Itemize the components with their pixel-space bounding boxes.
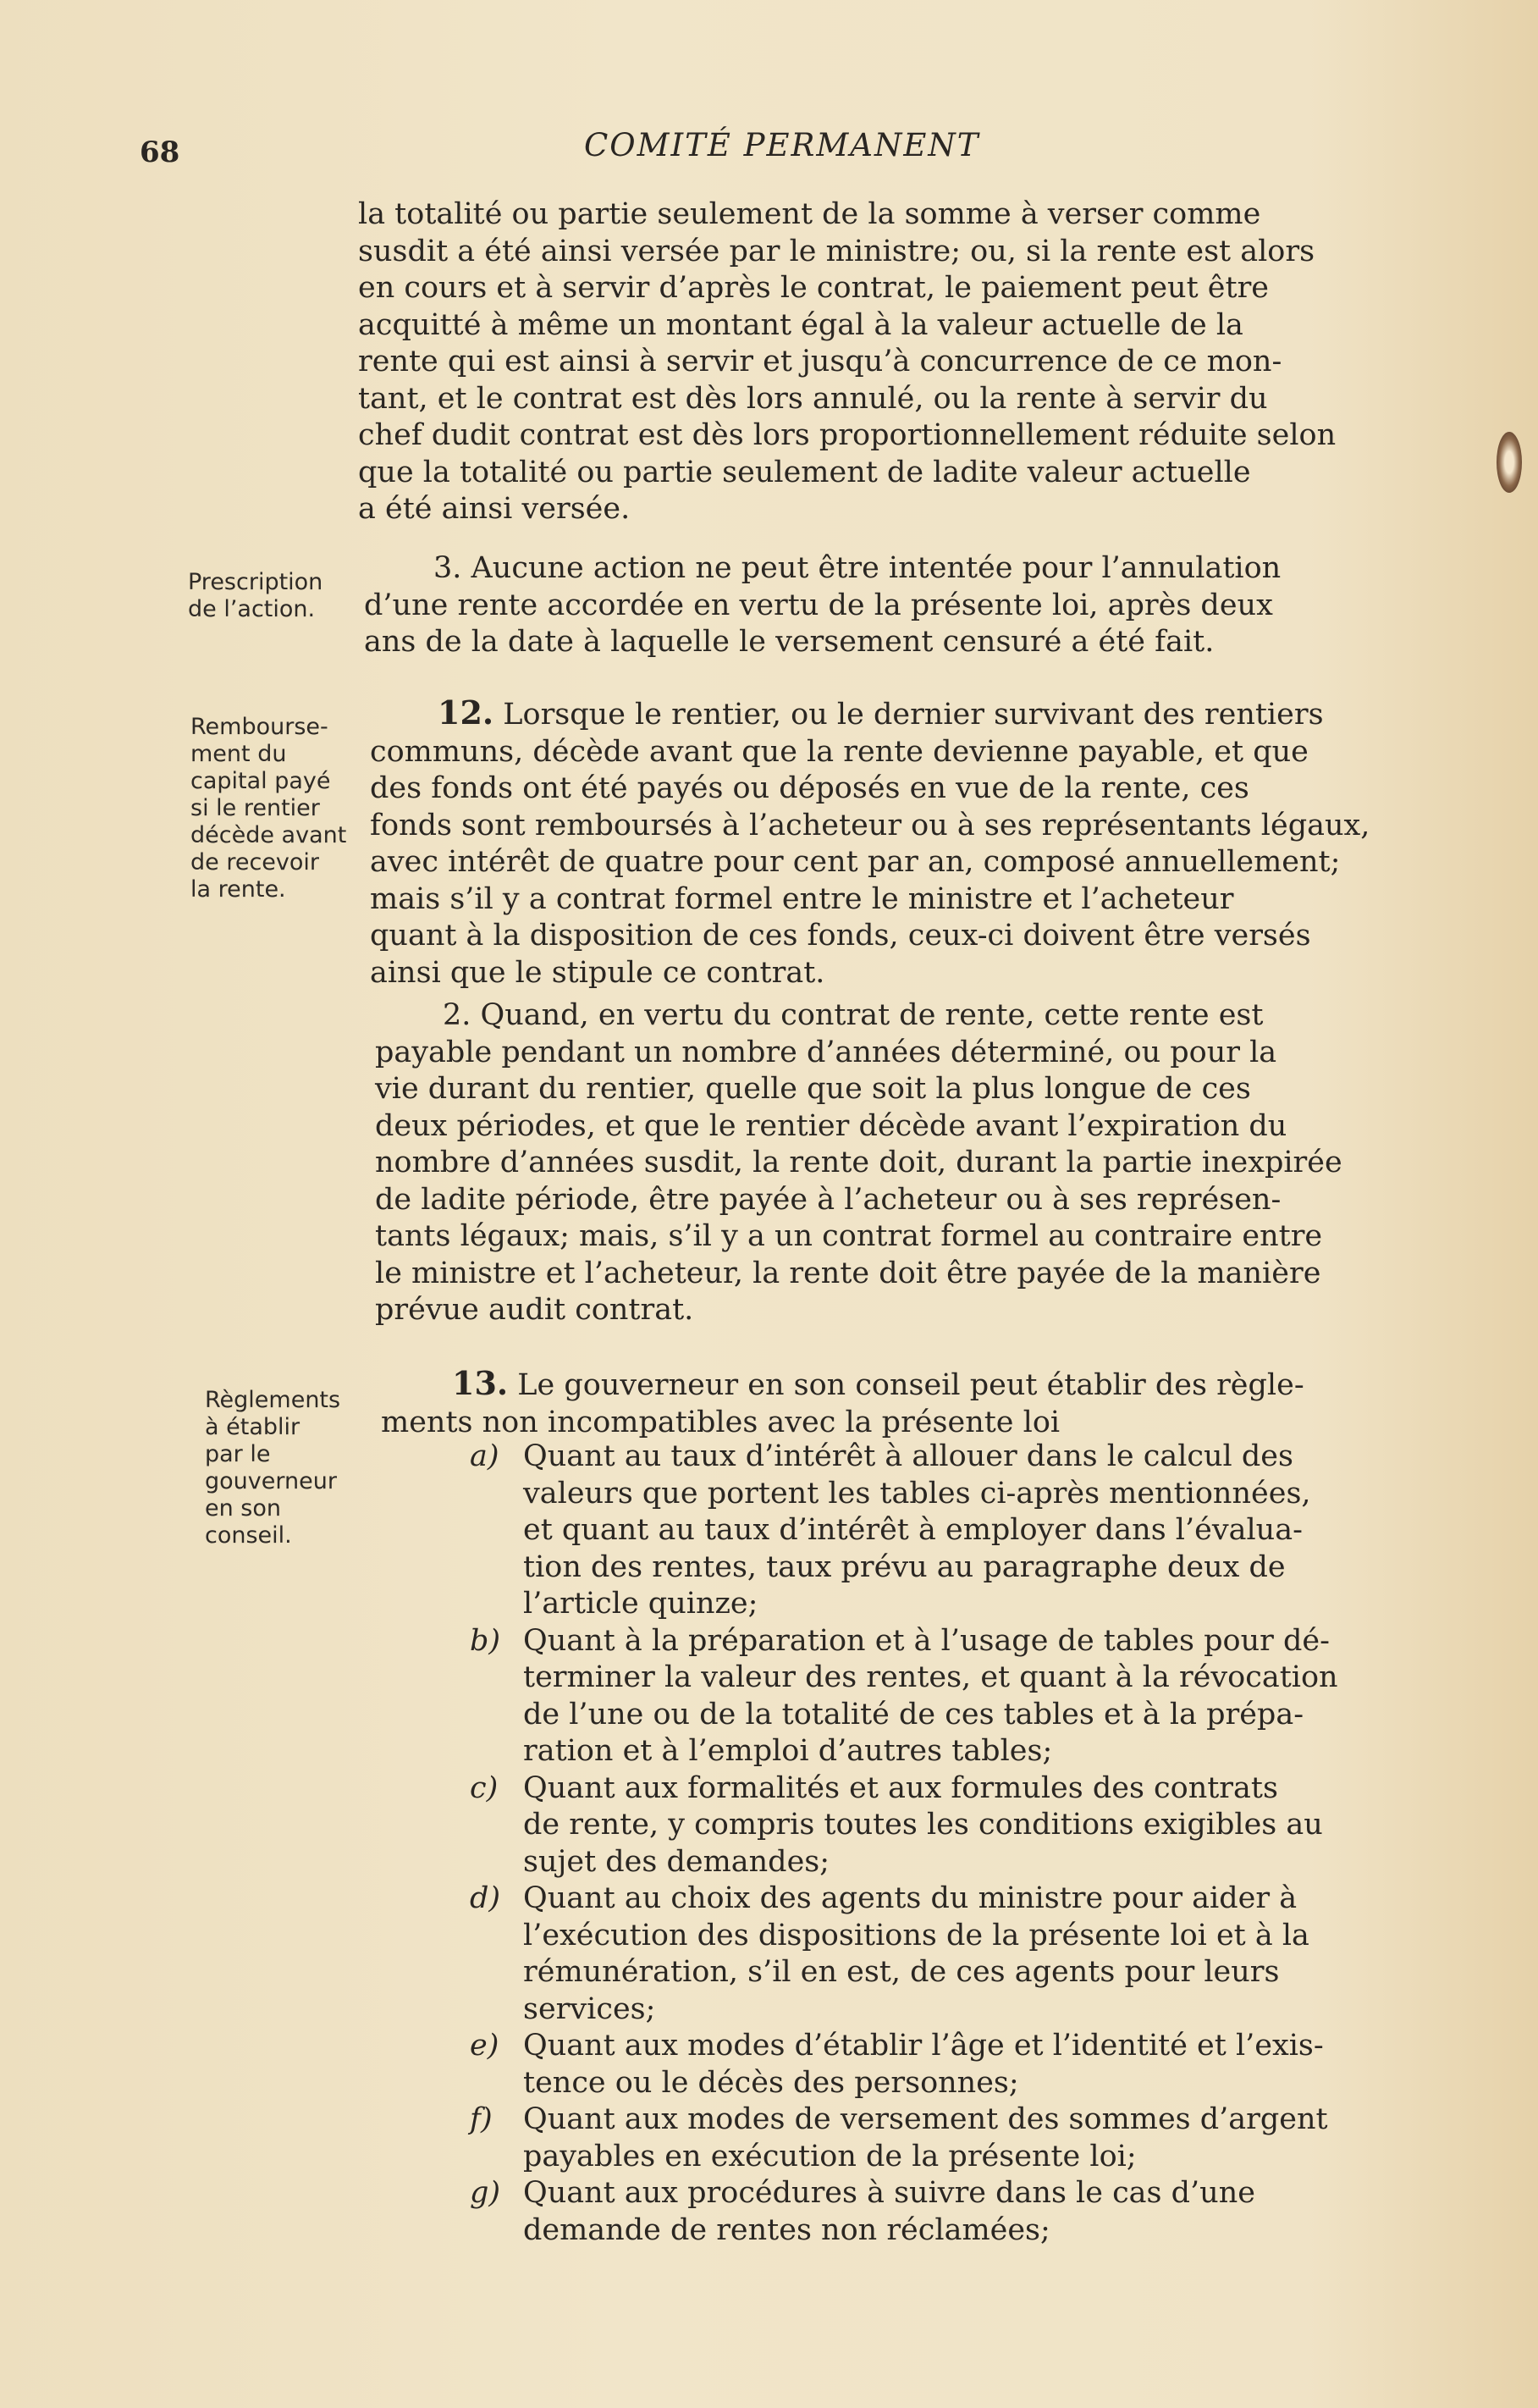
- text-line: Le gouverneur en son conseil peut établir des règle-: [517, 1368, 1304, 1402]
- text-line: Lorsque le rentier, ou le dernier survivant des rentiers: [503, 698, 1324, 732]
- text-line: valeurs que portent les tables ci-après mentionnées,: [523, 1476, 1311, 1511]
- text-line: chef dudit contrat est dès lors proportionnellement réduite selon: [358, 418, 1337, 452]
- text-line: vie durant du rentier, quelle que soit la plus longue de ces: [375, 1072, 1251, 1106]
- page-number: 68: [140, 135, 180, 169]
- text-line: services;: [523, 1991, 656, 2026]
- margin-note-line: décède avant: [190, 822, 347, 848]
- margin-note-line: conseil.: [205, 1522, 292, 1549]
- text-line: de l’une ou de la totalité de ces tables et à la prépa-: [523, 1697, 1304, 1731]
- text-line: que la totalité ou partie seulement de ladite valeur actuelle: [358, 455, 1251, 489]
- margin-note-prescription: [188, 569, 322, 623]
- text-line: rémunération, s’il en est, de ces agents pour leurs: [523, 1955, 1280, 1989]
- list-letter: f): [470, 2102, 493, 2136]
- text-line: fonds sont remboursés à l’acheteur ou à ses représentants légaux,: [370, 808, 1370, 842]
- text-line: Quant aux procédures à suivre dans le cas d’une: [523, 2176, 1255, 2210]
- binding-hole-mark: [1497, 432, 1522, 493]
- text-line: Quant à la préparation et à l’usage de tables pour dé-: [523, 1623, 1330, 1658]
- margin-note-line: de l’action.: [188, 596, 316, 622]
- text-line: de ladite période, être payée à l’acheteur ou à ses représen-: [375, 1182, 1282, 1217]
- text-line: Quant aux modes d’établir l’âge et l’identité et l’exis-: [523, 2029, 1324, 2063]
- section-12-subsection-2: [375, 997, 1395, 1329]
- text-line: en cours et à servir d’après le contrat, le paiement peut être: [358, 271, 1270, 305]
- text-line: acquitté à même un montant égal à la valeur actuelle de la: [358, 307, 1243, 342]
- margin-note-line: gouverneur: [205, 1468, 337, 1494]
- text-line: et quant au taux d’intérêt à employer dans l’évalua-: [523, 1513, 1303, 1547]
- text-line: demande de rentes non réclamées;: [523, 2212, 1050, 2247]
- text-line: 3. Aucune action ne peut être intentée pour l’annulation: [433, 551, 1282, 585]
- text-line: prévue audit contrat.: [375, 1293, 694, 1327]
- margin-note-line: la rente.: [190, 876, 286, 903]
- list-item-c: [470, 1770, 1414, 1881]
- list-item-e: [470, 2028, 1414, 2101]
- list-letter: a): [470, 1439, 499, 1473]
- list-item-f: [470, 2101, 1414, 2175]
- text-line: l’article quinze;: [523, 1587, 758, 1621]
- text-line: sujet des demandes;: [523, 1844, 830, 1879]
- text-line: tants légaux; mais, s’il y a un contrat formel au contraire entre: [375, 1219, 1323, 1253]
- margin-note-line: Rembourse-: [190, 714, 328, 740]
- margin-note-line: Règlements: [205, 1387, 341, 1413]
- section-number: 12.: [438, 693, 494, 732]
- list-letter: d): [470, 1881, 501, 1915]
- running-title: COMITÉ PERMANENT: [584, 127, 980, 163]
- text-line: avec intérêt de quatre pour cent par an, composé annuellement;: [370, 845, 1341, 879]
- margin-note-line: si le rentier: [190, 795, 320, 821]
- text-line: terminer la valeur des rentes, et quant à la révocation: [523, 1660, 1338, 1694]
- text-line: payable pendant un nombre d’années déterminé, ou pour la: [375, 1035, 1277, 1069]
- text-line: l’exécution des dispositions de la présente loi et à la: [523, 1918, 1309, 1952]
- margin-note-section-13: [205, 1387, 340, 1549]
- text-line: susdit a été ainsi versée par le ministre; ou, si la rente est alors: [358, 234, 1315, 268]
- intro-paragraph: [358, 196, 1382, 528]
- margin-note-line: à établir: [205, 1414, 300, 1440]
- text-line: ration et à l’emploi d’autres tables;: [523, 1734, 1053, 1768]
- text-line: tion des rentes, taux prévu au paragraphe deux de: [523, 1549, 1286, 1584]
- text-line: nombre d’années susdit, la rente doit, durant la partie inexpirée: [375, 1146, 1342, 1179]
- text-line: Quant au taux d’intérêt à allouer dans le calcul des: [523, 1439, 1293, 1473]
- section-12-paragraph: [370, 694, 1390, 991]
- text-line: Quant aux modes de versement des sommes d’argent: [523, 2102, 1328, 2136]
- text-line: payables en exécution de la présente loi;: [523, 2139, 1137, 2173]
- list-letter: g): [470, 2176, 501, 2210]
- text-line: rente qui est ainsi à servir et jusqu’à concurrence de ce mon-: [358, 345, 1282, 378]
- list-letter: c): [470, 1770, 499, 1805]
- margin-note-line: par le: [205, 1441, 271, 1467]
- list-item-g: [470, 2175, 1414, 2249]
- list-letter: b): [470, 1623, 501, 1658]
- prescription-paragraph: [364, 550, 1388, 661]
- section-12-first-line: [370, 694, 1390, 734]
- text-line: deux périodes, et que le rentier décède avant l’expiration du: [375, 1108, 1287, 1143]
- text-line: le ministre et l’acheteur, la rente doit être payée de la manière: [375, 1256, 1321, 1290]
- text-line: quant à la disposition de ces fonds, ceux-ci doivent être versés: [370, 919, 1311, 953]
- list-item-d: [470, 1881, 1414, 2028]
- margin-note-line: capital payé: [190, 768, 331, 794]
- list-item-a: [470, 1439, 1414, 1623]
- text-line: la totalité ou partie seulement de la somme à verser comme: [358, 197, 1261, 231]
- list-letter: e): [470, 2029, 499, 2063]
- text-line: ans de la date à laquelle le versement censuré a été fait.: [364, 625, 1215, 659]
- margin-note-section-12: [190, 714, 346, 903]
- text-line: 2. Quand, en vertu du contrat de rente, cette rente est: [443, 998, 1264, 1032]
- text-line: communs, décède avant que la rente devienne payable, et que: [370, 734, 1309, 769]
- text-line: d’une rente accordée en vertu de la présente loi, après deux: [364, 588, 1273, 622]
- text-line: ainsi que le stipule ce contrat.: [370, 955, 825, 990]
- list-item-b: [470, 1623, 1414, 1770]
- section-number: 13.: [452, 1364, 509, 1402]
- section-13-first-line: [381, 1365, 1409, 1405]
- text-line: Quant au choix des agents du ministre pour aider à: [523, 1881, 1298, 1915]
- section-13-list: [470, 1439, 1414, 2249]
- text-line: a été ainsi versée.: [358, 492, 631, 526]
- text-line: tant, et le contrat est dès lors annulé, ou la rente à servir du: [358, 381, 1268, 416]
- section-13-intro: [381, 1365, 1409, 1441]
- text-line: ments non incompatibles avec la présente loi: [381, 1405, 1061, 1439]
- text-line: des fonds ont été payés ou déposés en vue de la rente, ces: [370, 771, 1249, 805]
- text-line: mais s’il y a contrat formel entre le ministre et l’acheteur: [370, 881, 1234, 916]
- margin-note-line: Prescription: [188, 569, 323, 595]
- margin-note-line: de recevoir: [190, 849, 320, 875]
- text-line: Quant aux formalités et aux formules des contrats: [523, 1770, 1278, 1805]
- margin-note-line: ment du: [190, 741, 287, 767]
- margin-note-line: en son: [205, 1495, 282, 1522]
- text-line: de rente, y compris toutes les conditions exigibles au: [523, 1808, 1323, 1842]
- text-line: tence ou le décès des personnes;: [523, 2065, 1019, 2100]
